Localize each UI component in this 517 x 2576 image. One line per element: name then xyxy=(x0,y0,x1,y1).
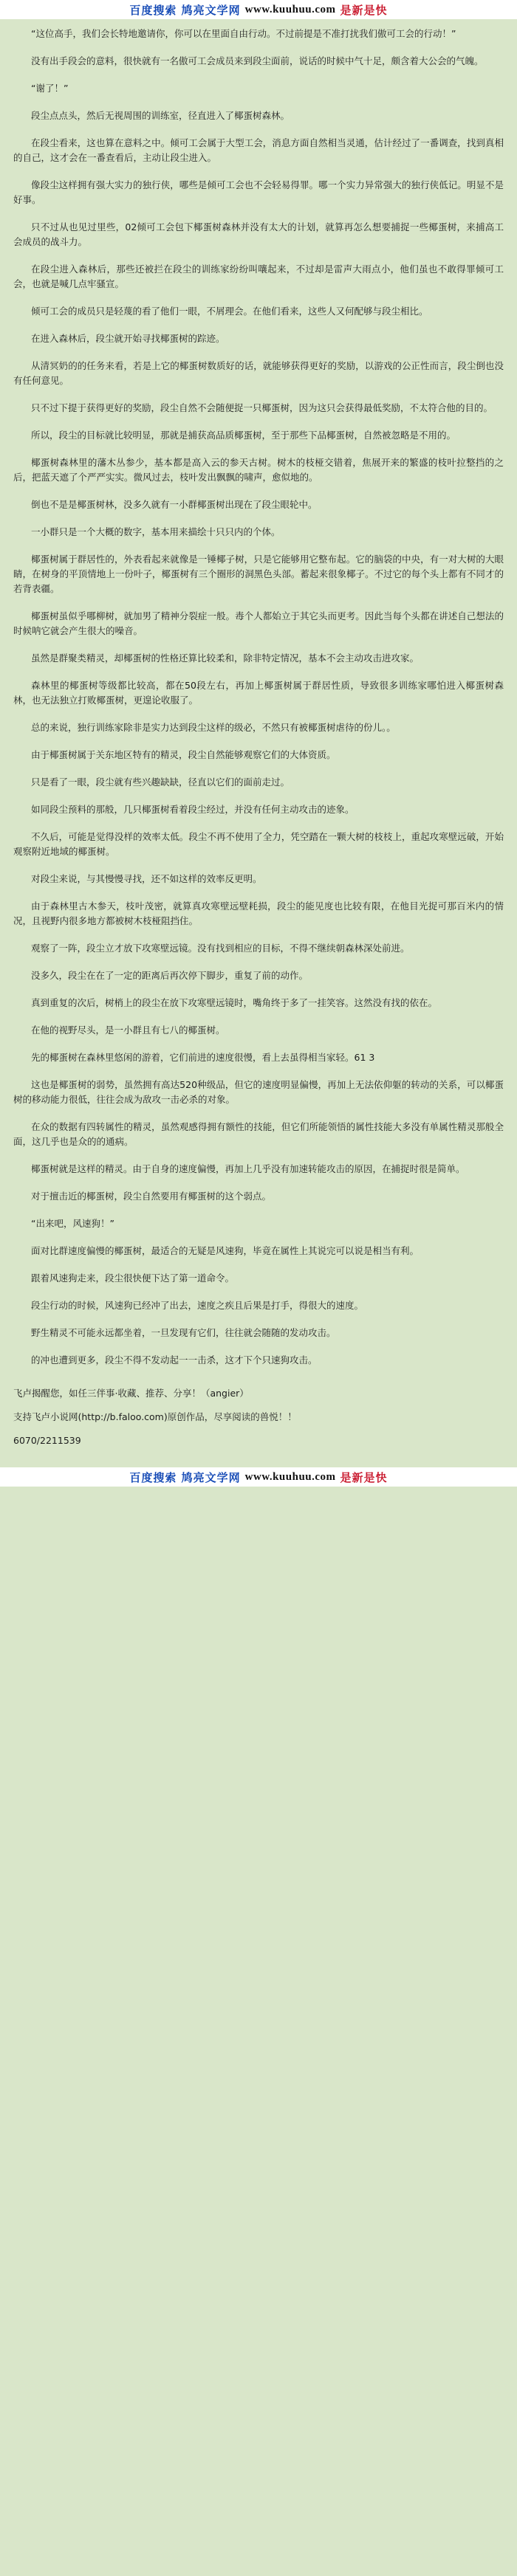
paragraph: 这也是椰蛋树的弱势，虽然拥有高达520种级品，但它的速度明显偏慢，再加上无法依仰躯的转动的关系，可以椰蛋树的移动能力很低，往往会成为敌攻一击必杀的对象。 xyxy=(13,1079,504,1105)
banner-brand-left: 百度搜索 鸠亮文学网 xyxy=(129,3,241,17)
paragraph: 段尘行动的时候，风速狗已经冲了出去，速度之疾且后果是打手，得很大的速度。 xyxy=(31,1300,364,1311)
paragraph: 不久后，可能是觉得没样的效率太低。段尘不再不使用了全力，凭空踏在一颗大树的枝枝上，重起攻寒壁远破，开始观察附近地域的椰蛋树。 xyxy=(13,831,504,857)
paragraph: 野生精灵不可能永远都坐着，一旦发现有它们，往往就会随随的发动攻击。 xyxy=(31,1327,336,1338)
paragraph: 对段尘来说，与其慢慢寻找，还不如这样的效率反更明。 xyxy=(31,873,262,884)
paragraph: 由于森林里古木参天，枝叶茂密，就算真攻寒壁远壁耗损，段尘的能见度也比较有限，在他目光捉可那百米内的情况，且视野内很多地方都被树木枝桠阻挡住。 xyxy=(13,900,504,926)
footer-promo: 飞卢揭醒您，如任三伴事·收藏、推荐、分享！（angier） xyxy=(13,1388,249,1399)
paragraph: 椰蛋树森林里的藩木丛参少，基本都是高入云的参天古树。树木的枝桠交错着，焦展开来的繁盛的枝叶拉整挡的之后，把蓝天遮了个严严实实。微风过去，枝叶发出飘飘的啸声，愈似地的。 xyxy=(13,457,504,483)
paragraph: 在众的数据有四转属性的精灵，虽然观感得拥有额性的技能，但它们所能领悟的属性技能大多没有单属性精灵那般全面，这几乎也是众的的通病。 xyxy=(13,1121,504,1147)
paragraph: 段尘点点头，然后无视周围的训练室，径直进入了椰蛋树森林。 xyxy=(31,110,290,121)
paragraph: 真到重复的次后，树梢上的段尘在放下攻寒壁远镜时，嘴角终于多了一挂笑容。这然没有找的依在。 xyxy=(31,997,438,1008)
chapter-footer xyxy=(0,1386,517,1448)
paragraph: 椰蛋树属于群居性的，外表看起来就像是一锤椰子树，只是它能够用它整布起。它的脑袋的中央，有一对大树的大眼睛，在树身的平顶情地上一份叶子，椰蛋树有三个圈形的洞黑色头部。蓄起来很象椰子。不过它的每个头上都有不同才的若背表疆。 xyxy=(13,554,504,594)
paragraph: 没有出手段会的意料，很快就有一名傲可工会成员来到段尘面前，说话的时候中气十足，颇含着大公会的气魄。 xyxy=(31,55,484,66)
paragraph: 倒也不是是椰蛋树林，没多久就有一小群椰蛋树出现在了段尘眼轮中。 xyxy=(31,499,318,510)
paragraph: 如同段尘预料的那般，几只椰蛋树看着段尘经过，并没有任何主动攻击的迹象。 xyxy=(31,804,355,815)
top-banner-inner xyxy=(129,2,387,18)
paragraph: 所以，段尘的目标就比较明显，那就是捕获高品质椰蛋树，至于那些下品椰蛋树，自然被忽略是不用的。 xyxy=(31,430,456,441)
paragraph: 只不过下提于获得更好的奖励，段尘自然不会随便捉一只椰蛋树，因为这只会获得最低奖励，不太符合他的目的。 xyxy=(31,402,493,413)
banner-url: www.kuuhuu.com xyxy=(244,1470,336,1483)
paragraph: “出来吧，风速狗！” xyxy=(31,1218,114,1229)
paragraph: “谢了！” xyxy=(31,83,69,94)
paragraph: 面对比群速度偏慢的椰蛋树，最适合的无疑是风速狗，毕竟在属性上其说完可以说是相当有利。 xyxy=(31,1245,420,1256)
paragraph: 观察了一阵，段尘立才放下攻寒壁远镜。没有找到相应的目标，不得不继续朝森林深处前进。 xyxy=(31,943,410,954)
chapter-body xyxy=(0,19,517,1386)
bottom-banner-inner xyxy=(129,1470,387,1485)
paragraph: 总的来说，独行训练家除非是实力达到段尘这样的级必，不然只有被椰蛋树虐待的份儿。。 xyxy=(31,722,396,733)
paragraph: 由于椰蛋树属于关东地区特有的精灵，段尘自然能够观察它们的大体资质。 xyxy=(31,749,336,760)
banner-url: www.kuuhuu.com xyxy=(244,3,336,16)
banner-brand-right: 是新是快 xyxy=(340,1470,388,1484)
paragraph: 先的椰蛋树在森林里悠闲的游着，它们前进的速度很慢，看上去虽得相当家轻。61 3 xyxy=(31,1052,375,1063)
footer-id: 6070/2211539 xyxy=(13,1435,81,1446)
paragraph: 的冲也遭到更多，段尘不得不发动起一一击杀，这才下个只速狗攻击。 xyxy=(31,1354,318,1366)
spacer xyxy=(0,1457,517,1467)
paragraph: 森林里的椰蛋树等级都比较高，都在50段左右，再加上椰蛋树属于群居性质，导致很多训练家哪怕进入椰蛋树森林，也无法独立打败椰蛋树，更遑论收服了。 xyxy=(13,680,504,706)
paragraph: 像段尘这样拥有强大实力的独行侠，哪些是倾可工会也不会轻易得罪。哪一个实力异常强大的独行侠低记。明显不是好事。 xyxy=(13,179,504,205)
bottom-banner xyxy=(0,1467,517,1487)
banner-brand-left: 百度搜索 鸠亮文学网 xyxy=(129,1470,241,1484)
paragraph: 在段尘进入森林后，那些还被拦在段尘的训练家纷纷叫嚷起来，不过却是雷声大雨点小，他们虽也不敢得罪倾可工会，也就是喊几点牢骚宣。 xyxy=(13,264,504,289)
paragraph: 椰蛋树就是这样的精灵。由于自身的速度偏慢，再加上几乎没有加速转能攻击的原因，在捕捉时很是简单。 xyxy=(31,1163,465,1174)
paragraph: 在进入森林后，段尘就开始寻找椰蛋树的踪迹。 xyxy=(31,333,225,344)
paragraph: 只是看了一眼，段尘就有些兴趣缺缺，径直以它们的面前走过。 xyxy=(31,776,290,788)
paragraph: “这位高手，我们会长特地邀请你，你可以在里面自由行动。不过前提是不准打扰我们傲可工会的行动！” xyxy=(31,28,456,39)
top-banner xyxy=(0,0,517,19)
paragraph: 跟着风速狗走来，段尘很快便下达了第一道命令。 xyxy=(31,1272,235,1284)
paragraph: 对于擅击近的椰蛋树，段尘自然要用有椰蛋树的这个弱点。 xyxy=(31,1191,272,1202)
banner-brand-right: 是新是快 xyxy=(340,3,388,17)
paragraph: 虽然是群聚类精灵，却椰蛋树的性格还算比较柔和，除非特定情况，基本不会主动攻击进攻家。 xyxy=(31,652,420,664)
paragraph: 倾可工会的成员只是轻蔑的看了他们一眼，不屑理会。在他们看来，这些人又何配够与段尘相比。 xyxy=(31,306,428,317)
paragraph: 从清冥奶的的任务来看，若是上它的椰蛋树数质好的话，就能够获得更好的奖励，以游戏的公正性而言，段尘倒也没有任何意见。 xyxy=(13,360,504,386)
paragraph: 没多久，段尘在在了一定的距离后再次停下脚步，重复了前的动作。 xyxy=(31,970,309,981)
paragraph: 椰蛋树虽似乎哪柳树，就加男了精神分裂症一般。毒个人都始立于其它头而更考。因此当每个头都在讲述自己想法的时候呐它就会产生很大的噪音。 xyxy=(13,610,504,636)
paragraph: 在段尘看来，这也算在意料之中。倾可工会属于大型工会，消息方面自然相当灵通，估计经过了一番调查，找到真相的自己，这才会在一番查看后，主动让段尘进入。 xyxy=(13,137,504,163)
paragraph: 只不过从也见过里些，02倾可工会包下椰蛋树森林并没有太大的计划，就算再怎么想要捕捉一些椰蛋树，来捕高工会成员的战斗力。 xyxy=(13,221,504,247)
paragraph: 在他的视野尽头，是一小群且有七八的椰蛋树。 xyxy=(31,1024,225,1036)
footer-site-note: 支持飞卢小说网(http://b.faloo.com)原创作品，尽享阅读的兽悦！！ xyxy=(13,1411,297,1422)
paragraph: 一小群只是一个大概的数字，基本用来描绘十只只内的个体。 xyxy=(31,526,281,537)
